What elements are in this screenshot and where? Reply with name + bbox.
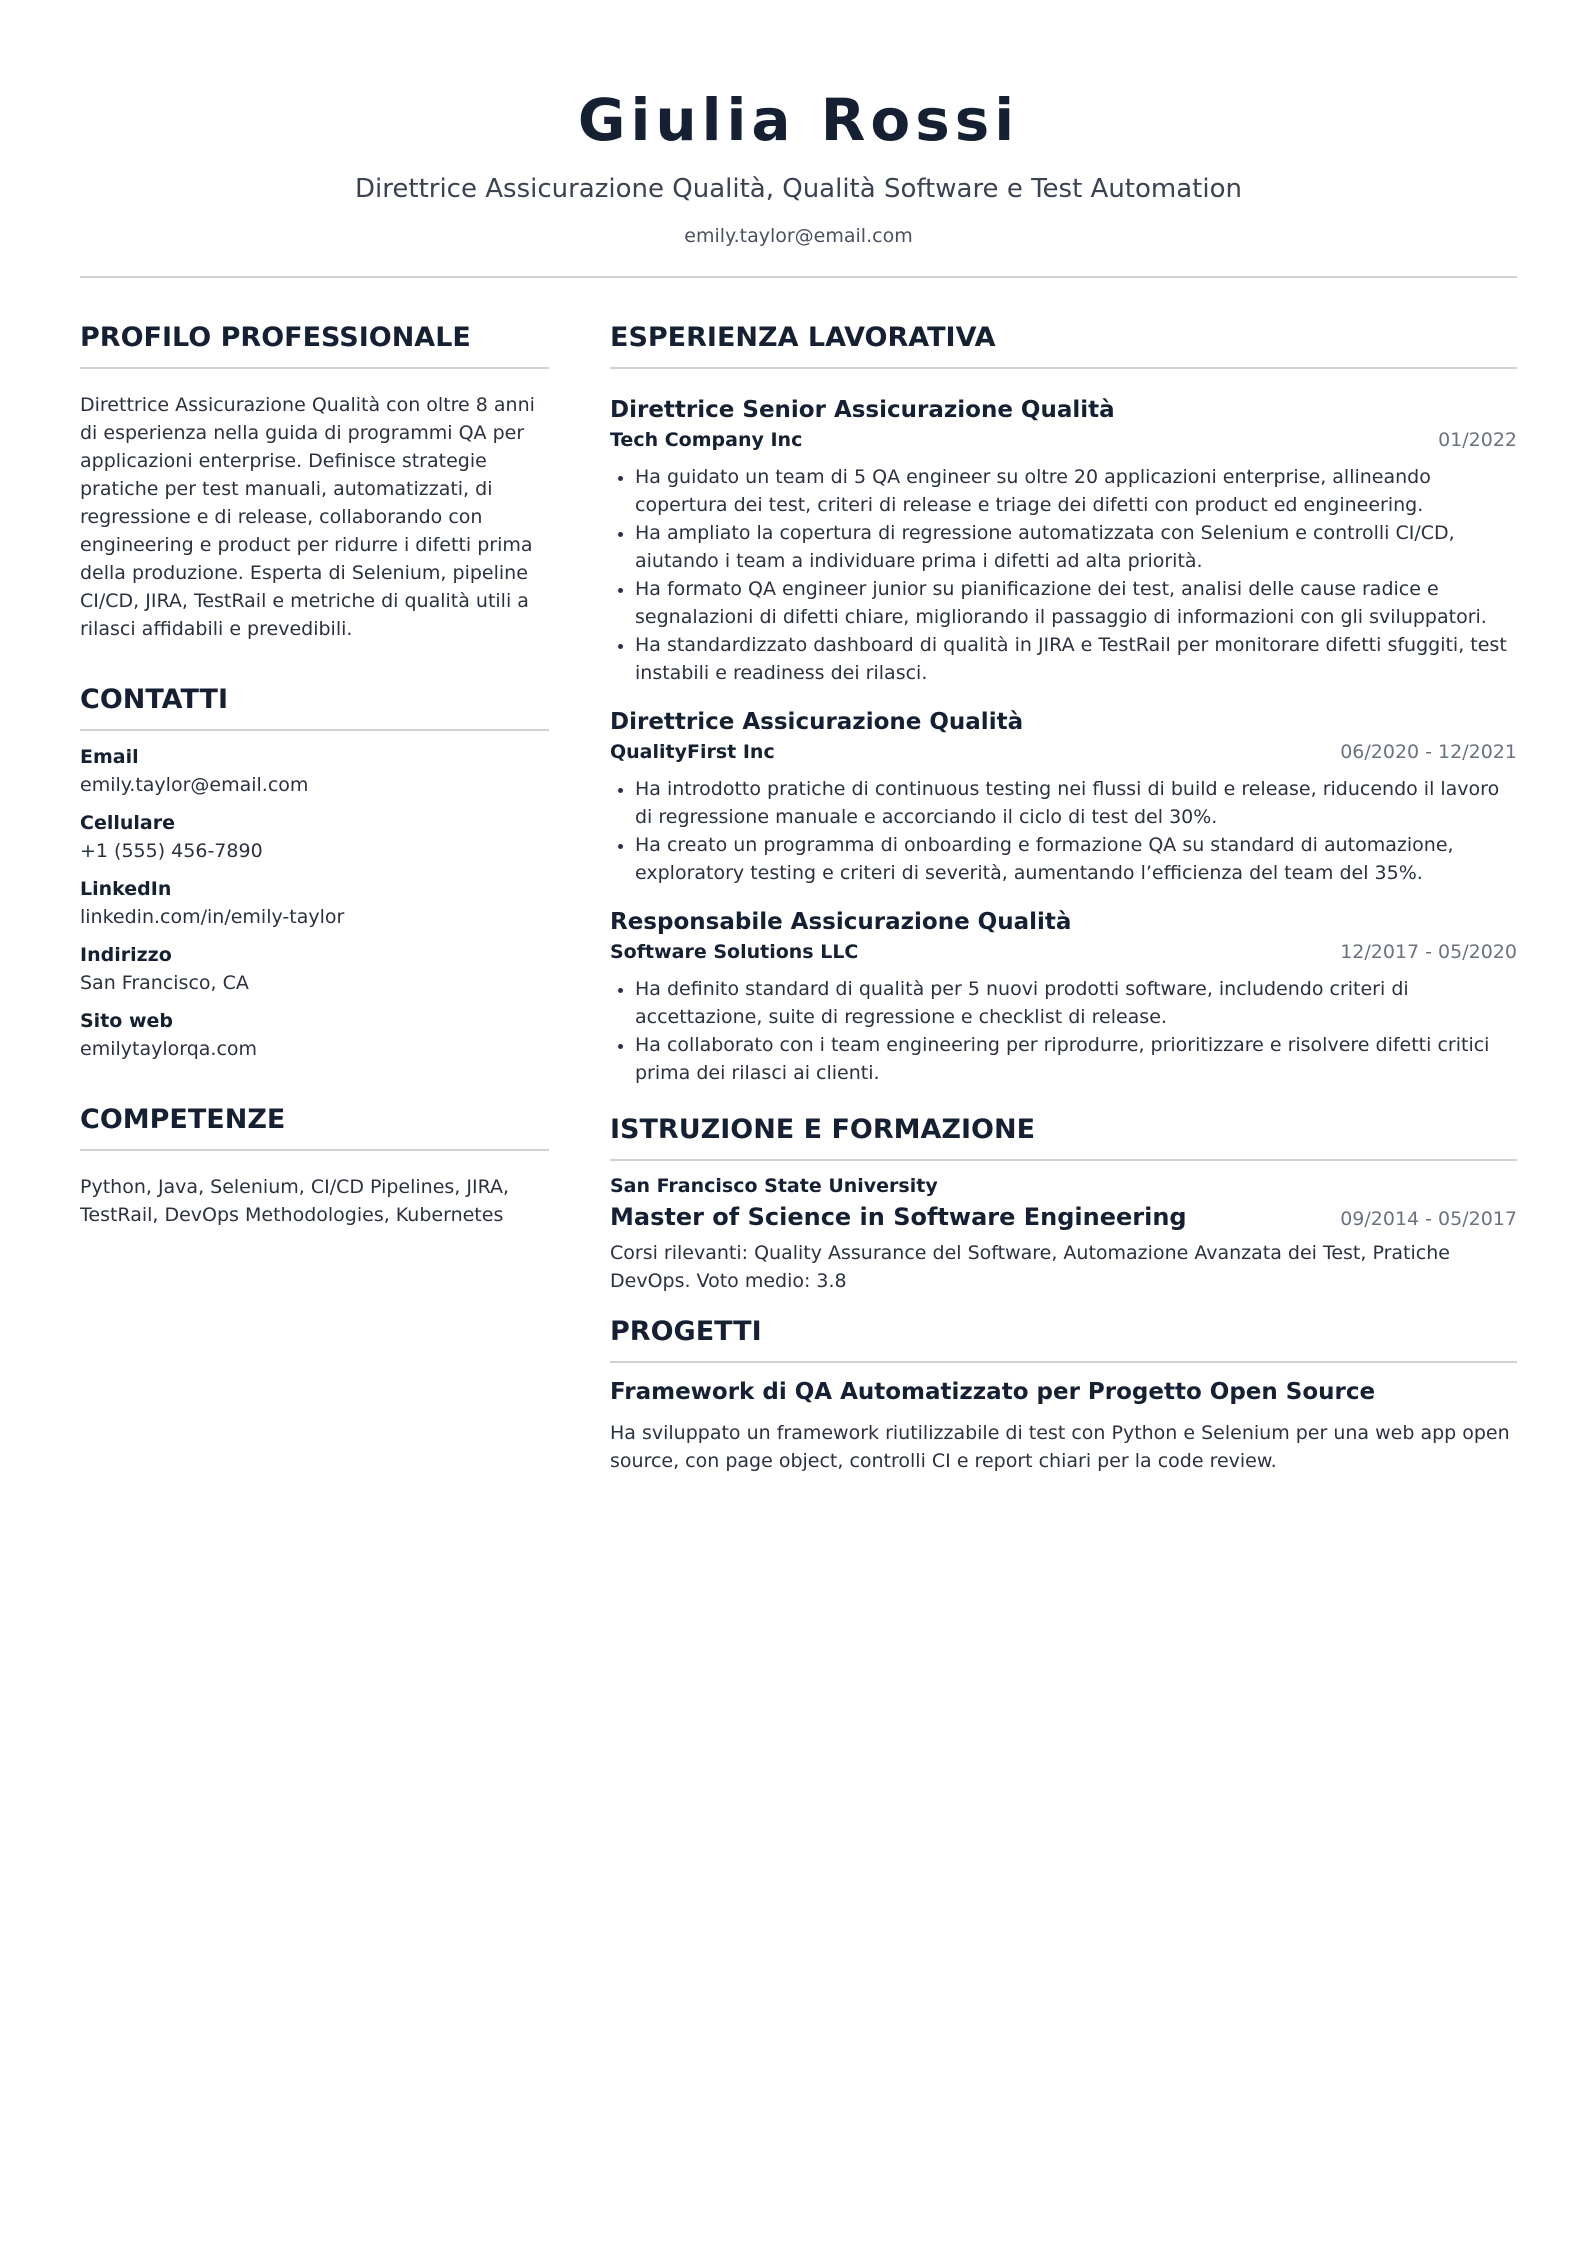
contact-value-address: San Francisco, CA [80, 972, 249, 994]
profile-section [80, 321, 549, 643]
contact-item-linkedin [80, 875, 549, 931]
contact-label: LinkedIn [80, 878, 172, 900]
right-column [610, 321, 1517, 1495]
contact-label: Sito web [80, 1010, 173, 1032]
job-title: Direttrice Assicurazione Qualità [610, 709, 1024, 735]
skills-text: Python, Java, Selenium, CI/CD Pipelines, JIRA, TestRail, DevOps Methodologies, Kubernetes [80, 1176, 510, 1226]
job-bullet: Ha standardizzato dashboard di qualità in JIRA e TestRail per monitorare difetti sfuggiti, test instabili e readiness dei rilasci. [610, 631, 1517, 687]
contact-value-website[interactable]: emilytaylorqa.com [80, 1038, 258, 1060]
left-column [80, 321, 549, 1495]
skills-heading: COMPETENZE [80, 1103, 549, 1151]
job-bullet: Ha formato QA engineer junior su pianificazione dei test, analisi delle cause radice e segnalazioni di difetti chiare, migliorando il passaggio di informazioni con gli sviluppatori. [610, 575, 1517, 631]
profile-text: Direttrice Assicurazione Qualità con oltre 8 anni di esperienza nella guida di programmi QA per applicazioni enterprise. Definisce strategie pratiche per test manuali, automatizzati, di regressione e di release, collaborando con engineering e product per ridurre i difetti prima della produzione. Esperta di Selenium, pipeline CI/CD, JIRA, TestRail e metriche di qualità utili a rilasci affidabili e prevedibili. [80, 394, 535, 640]
job-bullets [610, 975, 1517, 1087]
education-degree: Master of Science in Software Engineering [610, 1203, 1187, 1231]
projects-heading: PROGETTI [610, 1315, 1517, 1363]
contacts-heading: CONTATTI [80, 683, 549, 731]
resume-header [80, 0, 1517, 278]
job-meta [610, 939, 1517, 965]
job-entry [610, 707, 1517, 887]
experience-heading: ESPERIENZA LAVORATIVA [610, 321, 1517, 369]
education-text: Corsi rilevanti: Quality Assurance del Software, Automazione Avanzata dei Test, Pratiche DevOps. Voto medio: 3.8 [610, 1242, 1450, 1292]
job-title: Responsabile Assicurazione Qualità [610, 909, 1072, 935]
job-entry [610, 395, 1517, 687]
job-bullets [610, 775, 1517, 887]
job-title: Direttrice Senior Assicurazione Qualità [610, 397, 1115, 423]
job-dates: 06/2020 - 12/2021 [1340, 741, 1517, 763]
job-bullet: Ha ampliato la copertura di regressione automatizzata con Selenium e controlli CI/CD, aiutando i team a individuare prima i difetti ad alta priorità. [610, 519, 1517, 575]
contact-item-website [80, 1007, 549, 1063]
job-bullet: Ha guidato un team di 5 QA engineer su oltre 20 applicazioni enterprise, allineando copertura dei test, criteri di release e triage dei difetti con product ed engineering. [610, 463, 1517, 519]
contact-item-address [80, 941, 549, 997]
contact-value-phone: +1 (555) 456-7890 [80, 840, 263, 862]
job-bullet: Ha definito standard di qualità per 5 nuovi prodotti software, includendo criteri di accettazione, suite di regressione e checklist di release. [610, 975, 1517, 1031]
job-meta [610, 739, 1517, 765]
header-divider [80, 276, 1517, 278]
contacts-section [80, 683, 549, 1063]
job-entry [610, 907, 1517, 1087]
contact-label: Email [80, 746, 139, 768]
job-company: Software Solutions LLC [610, 941, 859, 963]
contact-item-phone [80, 809, 549, 865]
job-dates: 01/2022 [1438, 429, 1517, 451]
project-text: Ha sviluppato un framework riutilizzabile di test con Python e Selenium per una web app open source, con page object, controlli CI e report chiari per la code review. [610, 1422, 1510, 1472]
contact-list [80, 743, 549, 1063]
job-bullets [610, 463, 1517, 687]
contact-label: Cellulare [80, 812, 175, 834]
job-company: QualityFirst Inc [610, 741, 775, 763]
contact-label: Indirizzo [80, 944, 172, 966]
education-meta [610, 1201, 1517, 1233]
projects-section [610, 1315, 1517, 1475]
candidate-name: Giulia Rossi [577, 86, 1020, 154]
candidate-title: Direttrice Assicurazione Qualità, Qualità Software e Test Automation [355, 174, 1242, 204]
contact-value-linkedin[interactable]: linkedin.com/in/emily-taylor [80, 906, 345, 928]
education-heading: ISTRUZIONE E FORMAZIONE [610, 1113, 1517, 1161]
job-meta [610, 427, 1517, 453]
resume-columns [80, 321, 1517, 1495]
contact-item-email [80, 743, 549, 799]
job-bullet: Ha collaborato con i team engineering per riprodurre, prioritizzare e risolvere difetti critici prima dei rilasci ai clienti. [610, 1031, 1517, 1087]
profile-heading: PROFILO PROFESSIONALE [80, 321, 549, 369]
experience-section [610, 321, 1517, 1087]
contact-value-email[interactable]: emily.taylor@email.com [80, 774, 309, 796]
project-title: Framework di QA Automatizzato per Progetto Open Source [610, 1379, 1376, 1405]
education-section [610, 1113, 1517, 1295]
job-company: Tech Company Inc [610, 429, 803, 451]
education-dates: 09/2014 - 05/2017 [1340, 1208, 1517, 1230]
resume-page [80, 0, 1517, 1495]
job-dates: 12/2017 - 05/2020 [1340, 941, 1517, 963]
header-email: emily.taylor@email.com [684, 225, 913, 247]
skills-section [80, 1103, 549, 1229]
job-bullet: Ha creato un programma di onboarding e formazione QA su standard di automazione, exploratory testing e criteri di severità, aumentando l’efficienza del team del 35%. [610, 831, 1517, 887]
education-school: San Francisco State University [610, 1175, 938, 1197]
job-bullet: Ha introdotto pratiche di continuous testing nei flussi di build e release, riducendo il lavoro di regressione manuale e accorciando il ciclo di test del 30%. [610, 775, 1517, 831]
